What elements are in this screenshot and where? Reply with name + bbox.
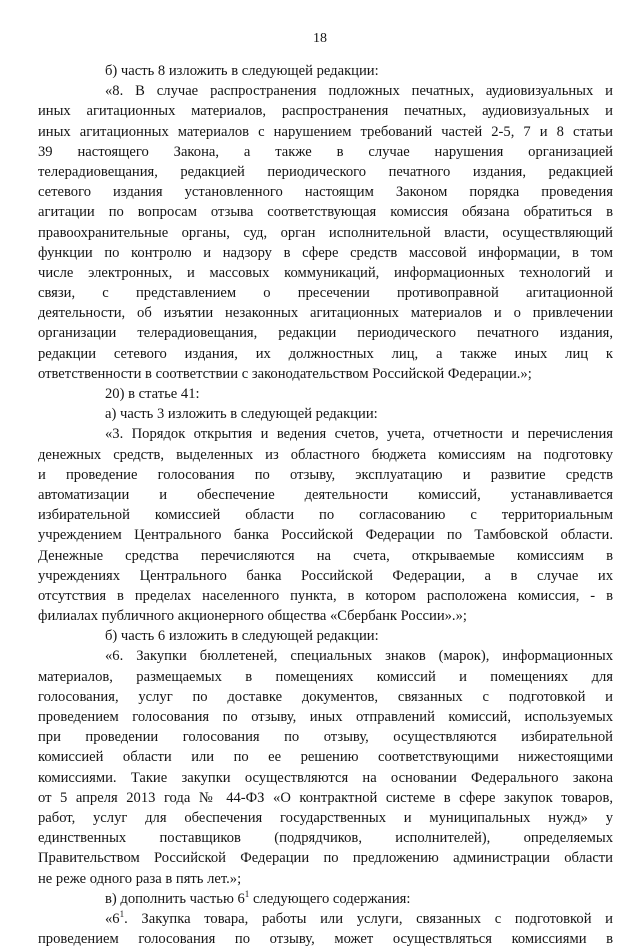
text-line: ответственности в соответствии с законодательством Российской Федерации.»; bbox=[38, 365, 532, 382]
text-line: голосования, услуг по доставке документов, связанных с подготовкой и bbox=[38, 688, 613, 705]
text-line: отсутствия в пределах населенного пункта, в котором расположена комиссия, - в bbox=[38, 587, 613, 604]
text-line: «3. Порядок открытия и ведения счетов, учета, отчетности и перечисления bbox=[105, 426, 613, 443]
text-line: агитации по вопросам отзыва соответствующая комиссия обязана обратиться в bbox=[38, 204, 613, 221]
text-line: не реже одного раза в пять лет.»; bbox=[38, 870, 242, 887]
page-number: 18 bbox=[313, 31, 327, 46]
text-line: иных агитационных материалов, распространения печатных, аудиовизуальных и bbox=[38, 103, 613, 120]
text-line: учреждениях Центрального банка Российской Федерации, а в случае их bbox=[38, 567, 613, 584]
text-line: автоматизации и обеспечение деятельности комиссий, устанавливается bbox=[38, 486, 613, 503]
text-fragment: в) дополнить частью 6 bbox=[105, 890, 245, 907]
text-line: б) часть 6 изложить в следующей редакции: bbox=[105, 628, 379, 645]
text-line: сетевого издания установленного настоящим Законом порядка проведения bbox=[38, 184, 613, 201]
text-line: числе электронных, и массовых коммуникаций, информационных технологий и bbox=[38, 264, 613, 281]
text-line: филиалах публичного акционерного общества «Сбербанк России».»; bbox=[38, 608, 467, 625]
text-line bbox=[38, 889, 613, 909]
text-line: материалов, размещаемых в помещениях комиссий и помещениях для bbox=[38, 668, 613, 685]
text-line: работ, услуг для обеспечения государственных и муниципальных нужд» у bbox=[38, 809, 613, 826]
text-line: и проведение голосования по отзыву, эксплуатацию и развитие средств bbox=[38, 466, 613, 483]
text-line: функции по контролю и надзору в сфере средств массовой информации, в том bbox=[38, 244, 613, 261]
text-line: связи, с представлением о пресечении противоправной агитационной bbox=[38, 285, 613, 302]
text-fragment: . Закупка товара, работы или услуги, связанных с подготовкой и bbox=[124, 910, 613, 927]
text-fragment: следующего содержания: bbox=[249, 890, 411, 907]
text-fragment: «6 bbox=[105, 910, 120, 927]
superscript: 1 bbox=[119, 909, 125, 920]
text-line: учреждением Центрального банка Российской Федерации по Тамбовской области. bbox=[38, 527, 613, 544]
text-line: проведением голосования по отзыву, иных отправлений комиссий, используемых bbox=[38, 709, 613, 725]
text-line: Правительством Российской Федерации по предложению администрации области bbox=[38, 850, 613, 867]
text-line: иных агитационных материалов с нарушением требований частей 2-5, 7 и 8 статьи bbox=[38, 123, 613, 140]
text-line: единственных поставщиков (подрядчиков, исполнителей), определяемых bbox=[38, 830, 613, 847]
text-line: редакции сетевого издания, их должностных лиц, а также иных лиц к bbox=[38, 345, 613, 362]
text-line: денежных средств, выделенных из областного бюджета комиссиям на подготовку bbox=[38, 446, 613, 463]
text-line: избирательной комиссией области по согласованию с территориальным bbox=[38, 507, 613, 524]
text-line: «8. В случае распространения подложных печатных, аудиовизуальных и bbox=[105, 83, 613, 100]
text-line: «6. Закупки бюллетеней, специальных знаков (марок), информационных bbox=[105, 648, 613, 665]
text-line: б) часть 8 изложить в следующей редакции: bbox=[105, 63, 379, 79]
text-line: телерадиовещания, редакцией периодического печатного издания, редакцией bbox=[38, 163, 613, 180]
text-line: проведением голосования по отзыву, может осуществляться комиссиями в bbox=[38, 931, 613, 948]
text-line bbox=[38, 909, 613, 929]
text-line: а) часть 3 изложить в следующей редакции: bbox=[105, 406, 378, 423]
text-line: Денежные средства перечисляются на счета, открываемые комиссиям в bbox=[38, 547, 613, 564]
text-line: комиссией области или по ее решению соответствующими нижестоящими bbox=[38, 749, 613, 766]
text-line: деятельности, об изъятии незаконных агитационных материалов и о привлечении bbox=[38, 305, 613, 322]
text-line: 20) в статье 41: bbox=[105, 386, 200, 402]
document-body bbox=[38, 61, 613, 949]
text-line: от 5 апреля 2013 года № 44-ФЗ «О контрактной системе в сфере закупок товаров, bbox=[38, 789, 613, 806]
text-line: комиссиями. Такие закупки осуществляются на основании Федерального закона bbox=[38, 769, 613, 786]
text-line: 39 настоящего Закона, а также в случае нарушения организацией bbox=[38, 143, 613, 160]
superscript: 1 bbox=[244, 888, 250, 899]
text-line: организации телерадиовещания, редакции периодического печатного издания, bbox=[38, 325, 613, 342]
text-line: правоохранительные органы, суд, орган исполнительной власти, осуществляющий bbox=[38, 224, 613, 241]
text-line: при проведении голосования по отзыву, осуществляются избирательной bbox=[38, 729, 613, 746]
